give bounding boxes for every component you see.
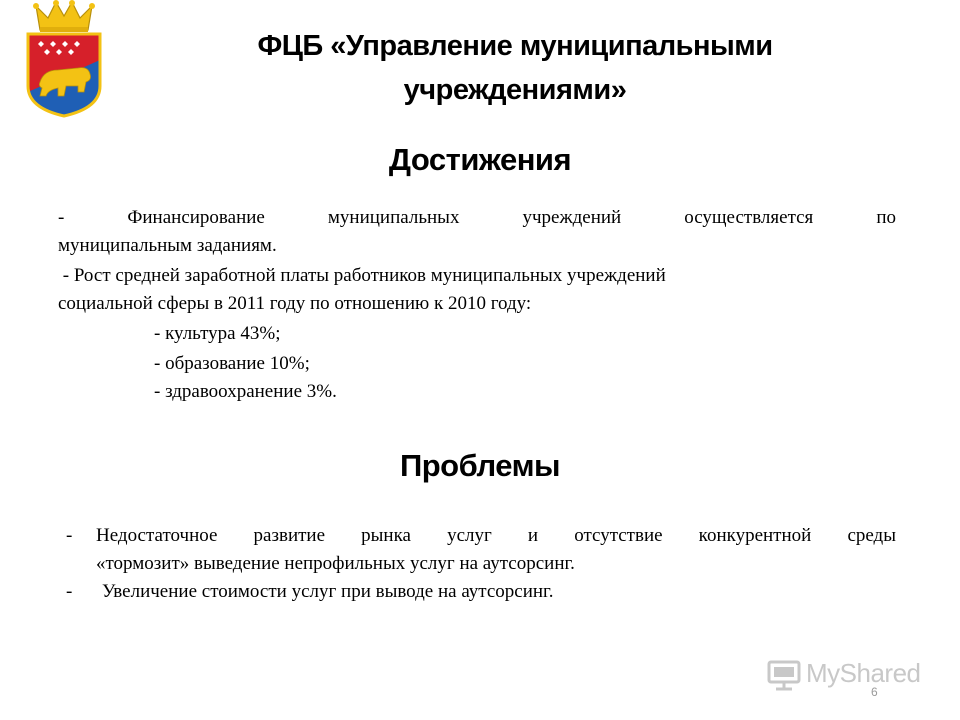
myshared-watermark xyxy=(766,654,926,694)
presentation-icon xyxy=(766,656,802,692)
achievements-heading: Достижения xyxy=(388,142,572,177)
problem-2-bullet: - xyxy=(66,581,73,602)
crown-icon xyxy=(33,0,95,32)
problems-heading: Проблемы xyxy=(399,448,561,483)
achievement-paragraph-1-line-1: - Финансирование муниципальных учреждений осуществляется по xyxy=(58,207,896,228)
achievement-paragraph-2-line-1: - Рост средней заработной платы работников муниципальных учреждений xyxy=(58,265,666,286)
page-number: 6 xyxy=(871,685,878,699)
achievement-item-healthcare: - здравоохранение 3%. xyxy=(154,381,337,402)
page-title xyxy=(120,24,910,112)
achievement-item-culture: - культура 43%; xyxy=(154,323,281,344)
title-line-1: ФЦБ «Управление муниципальными xyxy=(257,30,773,62)
achievement-paragraph-2-line-2: социальной сферы в 2011 году по отношению к 2010 году: xyxy=(58,293,532,314)
problem-1-bullet: - xyxy=(66,525,73,546)
achievement-item-education: - образование 10%; xyxy=(154,353,310,374)
watermark-text: MyShared xyxy=(806,658,921,688)
problem-1-line-1: Недостаточное развитие рынка услуг и отсутствие конкурентной среды xyxy=(96,525,896,546)
title-line-2: учреждениями» xyxy=(403,74,627,106)
problem-2-line: Увеличение стоимости услуг при выводе на аутсорсинг. xyxy=(102,581,554,602)
coat-of-arms-logo xyxy=(22,0,106,118)
problem-1-line-2: «тормозит» выведение непрофильных услуг на аутсорсинг. xyxy=(96,553,575,574)
achievement-paragraph-1-line-2: муниципальным заданиям. xyxy=(58,235,277,256)
